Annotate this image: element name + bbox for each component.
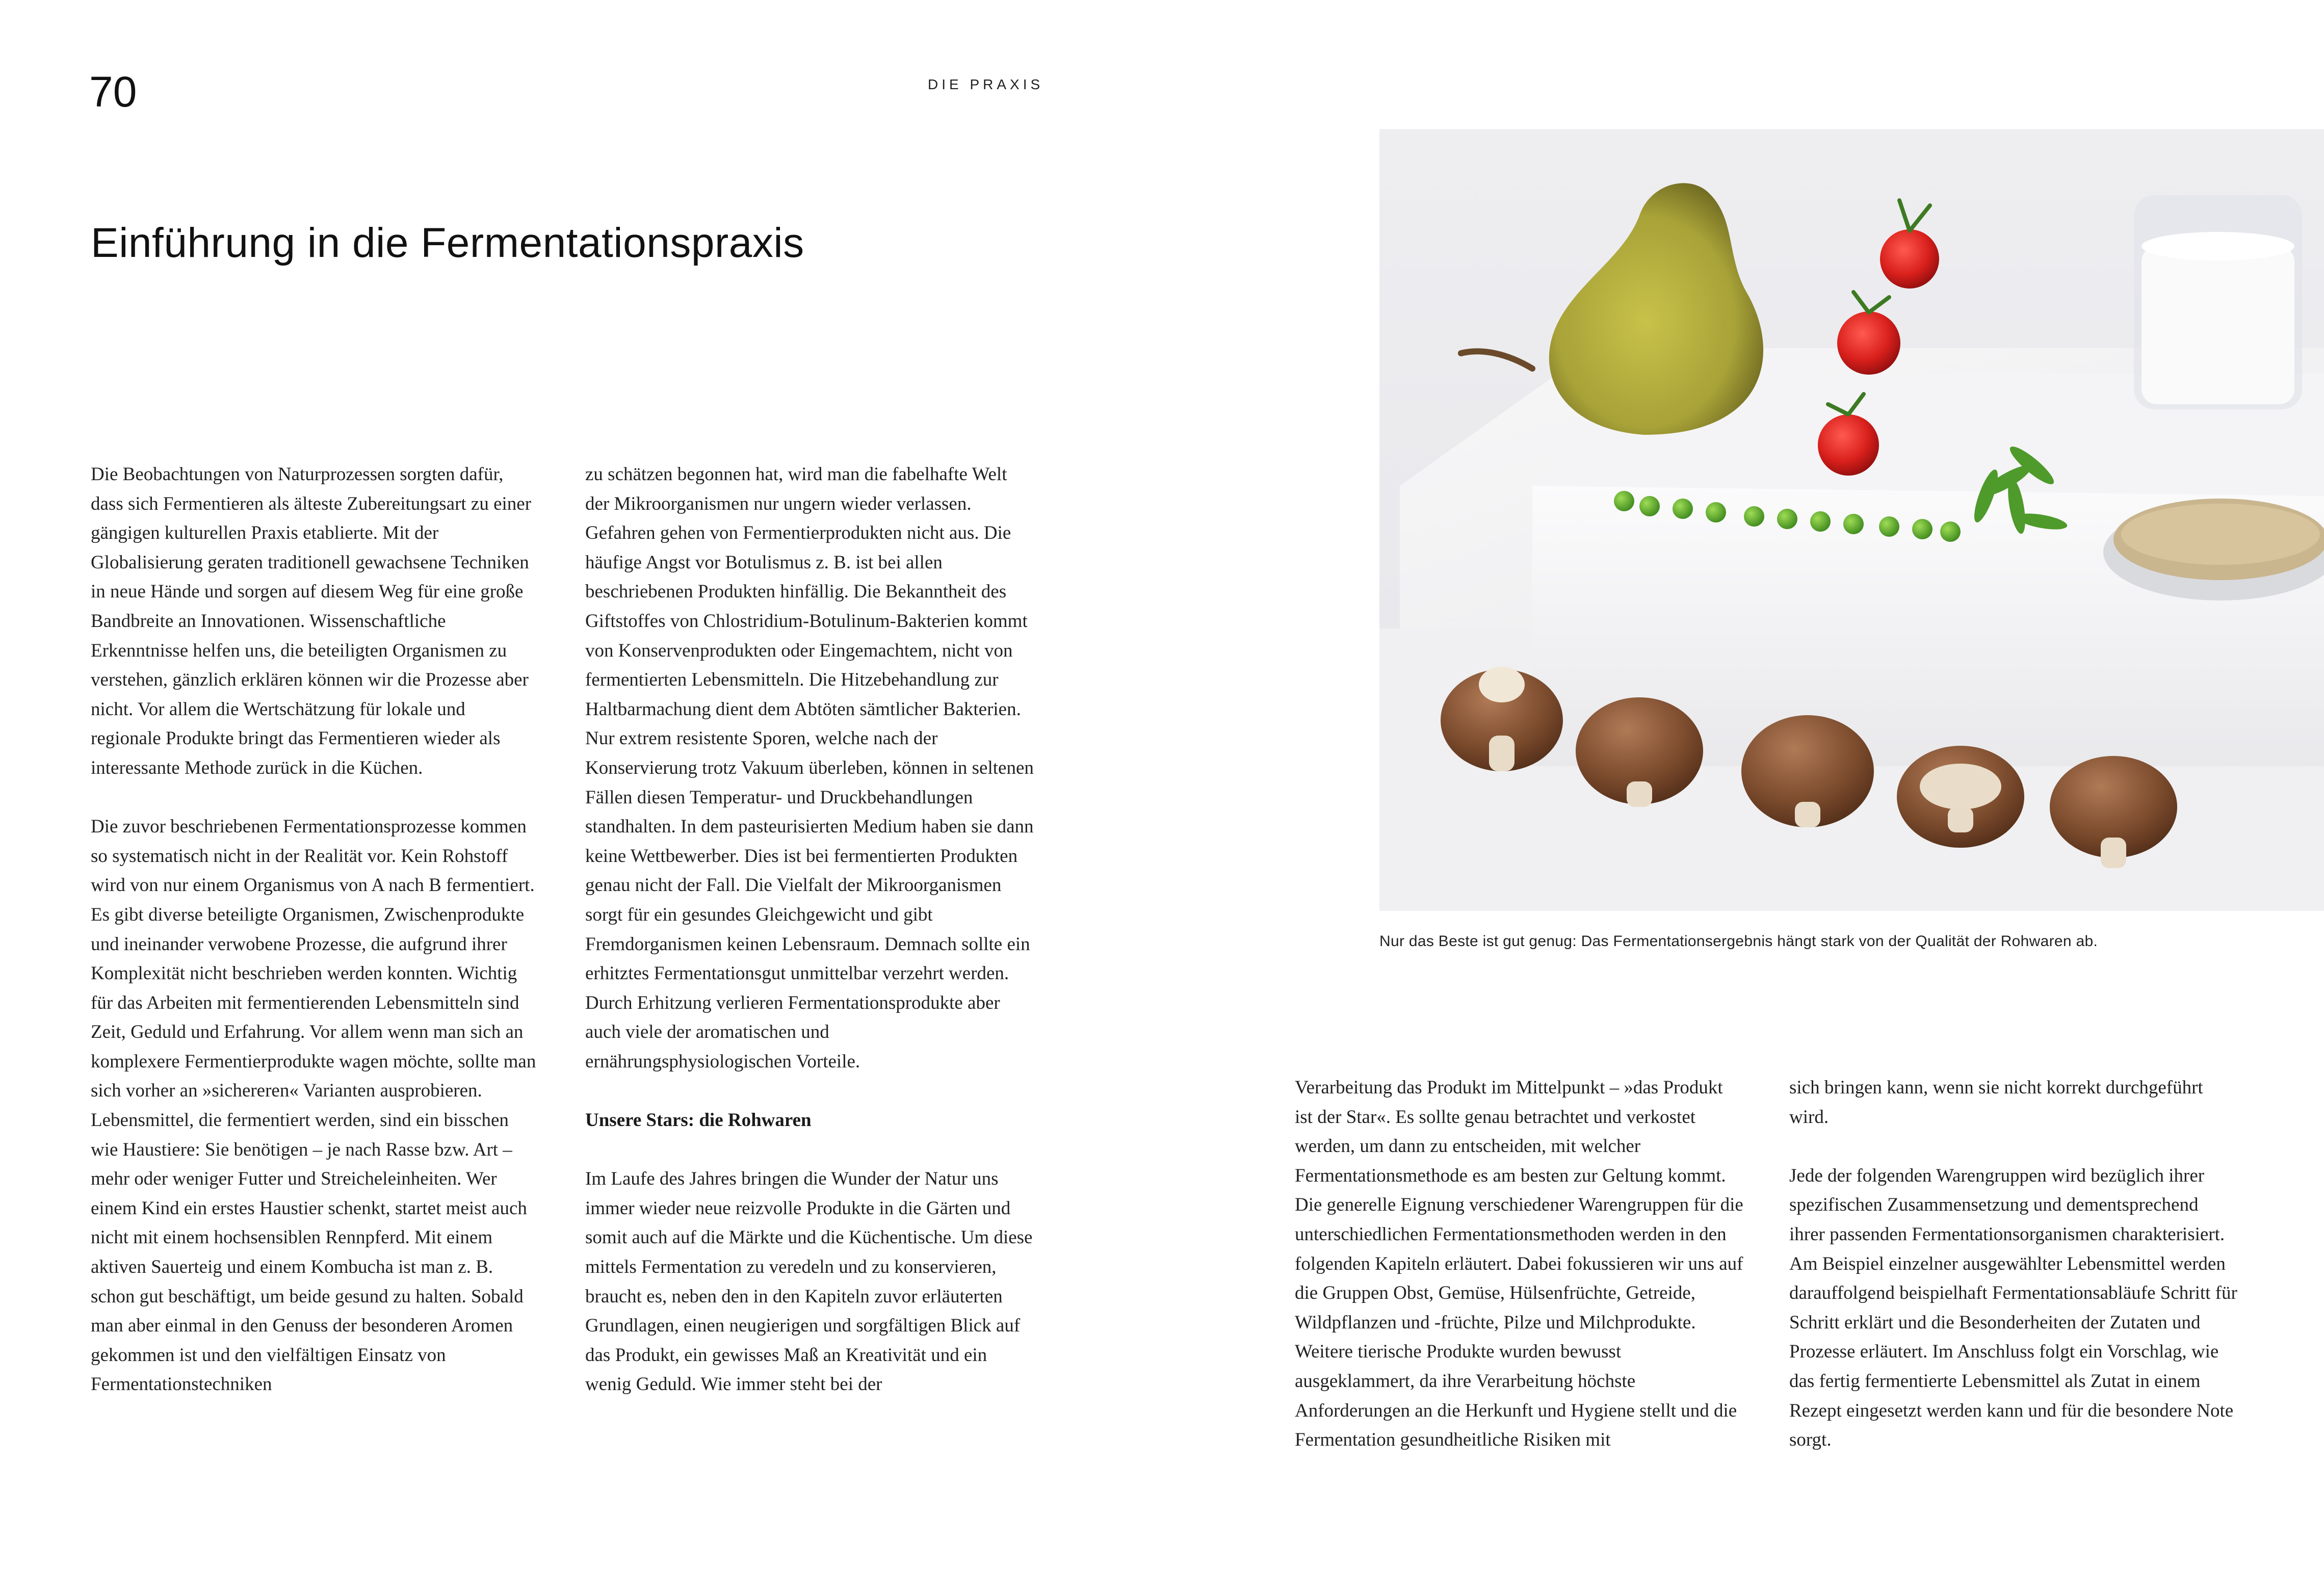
text-column-1 xyxy=(91,460,537,1399)
paragraph: Jede der folgenden Warengruppen wird bezüglich ihrer spezifischen Zusammensetzung und dementsprechend ihrer passenden Fermentationsorganismen charakterisiert. Am Beispiel einzelner ausgewählter Lebensmittel werden darauffolgend beispielhaft Fermentationsabläufe Schritt für Schritt erklärt und die Besonderheiten der Zutaten und Prozesse erläutert. Im Anschluss folgt ein Vorschlag, wie das fertig fermentierte Lebensmittel als Zutat in einem Rezept eingesetzt werden kann und für die besondere Note sorgt. xyxy=(1789,1165,2237,1451)
text-column-3 xyxy=(1295,1073,1743,1455)
subheading: Unsere Stars: die Rohwaren xyxy=(585,1110,812,1131)
paragraph: Die zuvor beschriebenen Fermentationsprozesse kommen so systematisch nicht in der Realität vor. Kein Rohstoff wird von nur einem Organismus von A nach B fermentiert. Es gibt diverse beteiligte Organismen, Zwischenprodukte und ineinander verwobene Prozesse, die aufgrund ihrer Komplexität nicht beschrieben werden konnten. Wichtig für das Arbeiten mit fermentierenden Lebensmitteln sind Zeit, Geduld und Erfahrung. Vor allem wenn man sich an komplexere Fermentierprodukte wagen möchte, sollte man sich vorher an »sichereren« Varianten ausprobieren. Lebensmittel, die fermentiert werden, sind ein bisschen wie Haustiere: Sie benötigen – je nach Rasse bzw. Art – mehr oder weniger Futter und Streicheleinheiten. Wer einem Kind ein erstes Haustier schenkt, startet meist auch nicht mit einem hochsensiblen Rennpferd. Mit einem aktiven Sauerteig und einem Kombucha ist man z. B. schon gut beschäftigt, um beide gesund zu halten. Sobald man aber einmal in den Genuss der besonderen Aromen gekommen ist und den vielfältigen Einsatz von Fermentationstechniken xyxy=(91,816,536,1395)
photo-caption: Nur das Beste ist gut genug: Das Fermentationsergebnis hängt stark von der Qualität der Rohwaren ab. xyxy=(1379,933,2098,950)
paragraph: Die Beobachtungen von Naturprozessen sorgten dafür, dass sich Fermentieren als älteste Zubereitungsart zu einer gängigen kulturellen Praxis etablierte. Mit der Globalisierung geraten traditionell gewachsene Techniken in neue Hände und sorgen auf diesem Weg für eine große Bandbreite an Innovationen. Wissenschaftliche Erkenntnisse helfen uns, die beteiligten Organismen zu verstehen, gänzlich erklären können wir die Prozesse aber nicht. Vor allem die Wertschätzung für lokale und regionale Produkte bringt das Fermentieren wieder als interessante Methode zurück in die Küchen. xyxy=(91,464,532,778)
text-column-4 xyxy=(1789,1073,2238,1455)
ingredients-photo xyxy=(1379,129,2324,911)
paragraph: sich bringen kann, wenn sie nicht korrekt durchgeführt wird. xyxy=(1789,1077,2203,1128)
text-column-2 xyxy=(585,460,1034,1399)
paragraph: zu schätzen begonnen hat, wird man die fabelhafte Welt der Mikroorganismen nur ungern wieder verlassen. Gefahren gehen von Fermentierprodukten nicht aus. Die häufige Angst vor Botulismus z. B. ist bei allen beschriebenen Produkten hinfällig. Die Bekanntheit des Giftstoffes von Chlostridium-Botulinum-Bakterien kommt von Konservenprodukten oder Eingemachtem, nicht von fermentierten Lebensmitteln. Die Hitzebehandlung zur Haltbarmachung dient dem Abtöten sämtlicher Bakterien. Nur extrem resistente Sporen, welche nach der Konservierung trotz Vakuum überleben, können in seltenen Fällen diesen Temperatur- und Druckbehandlungen standhalten. In dem pasteurisierten Medium haben sie dann keine Wettbewerber. Dies ist bei fermentierten Produkten genau nicht der Fall. Die Vielfalt der Mikroorganismen sorgt für ein gesundes Gleichgewicht und gibt Fremdorganismen keinen Lebensraum. Demnach sollte ein erhitztes Fermentationsgut unmittelbar verzehrt werden. Durch Erhitzung verlieren Fermentationsprodukte aber auch viele der aromatischen und ernährungsphysiologischen Vorteile. xyxy=(585,464,1034,1072)
section-label: DIE PRAXIS xyxy=(928,76,1044,92)
page-number: 70 xyxy=(89,68,137,116)
chapter-title: Einführung in die Fermentationspraxis xyxy=(91,220,804,266)
ingredients-photo-illustration xyxy=(1379,129,2324,911)
paragraph: Verarbeitung das Produkt im Mittelpunkt – »das Produkt ist der Star«. Es sollte genau betrachtet und verkostet werden, um dann zu entscheiden, mit welcher Fermentationsmethode es am besten zur Geltung kommt. Die generelle Eignung verschiedener Warengruppen für die unterschiedlichen Fermentationsmethoden werden in den folgenden Kapiteln erläutert. Dabei fokussieren wir uns auf die Gruppen Obst, Gemüse, Hülsenfrüchte, Getreide, Wildpflanzen und -früchte, Pilze und Milchprodukte. Weitere tierische Produkte wurden bewusst ausgeklammert, da ihre Verarbeitung höchste Anforderungen an die Herkunft und Hygiene stellt und die Fermentation gesundheitliche Risiken mit xyxy=(1295,1077,1743,1451)
paragraph: Im Laufe des Jahres bringen die Wunder der Natur uns immer wieder neue reizvolle Produkte in die Gärten und somit auch auf die Märkte und die Küchentische. Um diese mittels Fermentation zu veredeln und zu konservieren, braucht es, neben den in den Kapiteln zuvor erläuterten Grundlagen, einen neugierigen und sorgfältigen Blick auf das Produkt, ein gewisses Maß an Kreativität und ein wenig Geduld. Wie immer steht bei der xyxy=(585,1168,1033,1395)
